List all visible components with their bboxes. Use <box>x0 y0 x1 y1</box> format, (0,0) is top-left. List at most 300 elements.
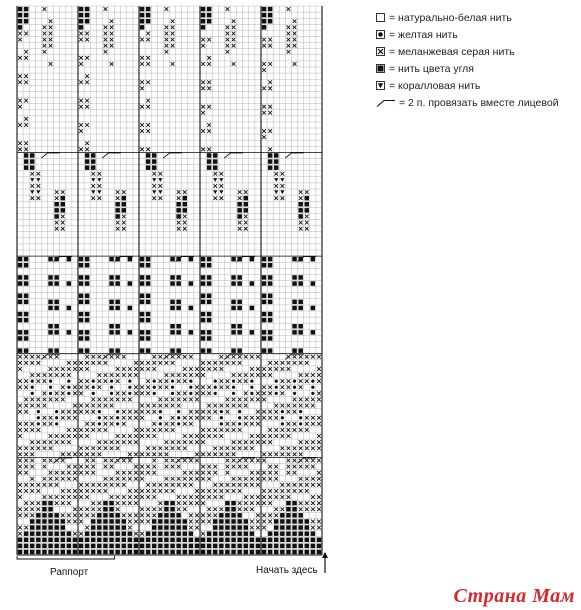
charcoal-stitch <box>24 318 29 323</box>
charcoal-stitch <box>170 501 175 506</box>
charcoal-stitch <box>128 544 133 549</box>
yellow-stitch <box>116 416 119 419</box>
charcoal-stitch <box>213 165 218 170</box>
charcoal-stitch <box>48 281 53 286</box>
charcoal-stitch <box>274 153 279 158</box>
charcoal-stitch <box>18 25 23 30</box>
charcoal-stitch <box>109 306 114 311</box>
charcoal-stitch <box>225 501 230 506</box>
charcoal-stitch <box>225 507 230 512</box>
charcoal-stitch <box>237 202 242 207</box>
charcoal-stitch <box>201 275 206 280</box>
yellow-stitch <box>37 422 40 425</box>
yellow-stitch <box>275 380 278 383</box>
charcoal-stitch <box>201 312 206 317</box>
yellow-stitch <box>189 392 192 395</box>
charcoal-stitch <box>280 513 285 518</box>
charcoal-stitch <box>24 19 29 24</box>
yellow-stitch <box>177 410 180 413</box>
charcoal-stitch <box>79 318 84 323</box>
charcoal-stitch <box>176 202 181 207</box>
charcoal-stitch <box>24 13 29 18</box>
charcoal-stitch <box>79 13 84 18</box>
charcoal-stitch <box>24 257 29 262</box>
charcoal-stitch <box>97 531 102 536</box>
yellow-stitch <box>171 392 174 395</box>
charcoal-stitch <box>298 214 303 219</box>
charcoal-stitch <box>67 306 72 311</box>
charcoal-stitch <box>146 300 151 305</box>
charcoal-stitch <box>48 306 53 311</box>
charcoal-stitch <box>91 544 96 549</box>
charcoal-stitch <box>115 300 120 305</box>
charcoal-stitch <box>140 13 145 18</box>
charcoal-stitch <box>256 538 261 543</box>
charcoal-stitch <box>231 513 236 518</box>
charcoal-stitch <box>158 531 163 536</box>
charcoal-stitch <box>298 544 303 549</box>
yellow-stitch <box>281 416 284 419</box>
charcoal-stitch <box>158 513 163 518</box>
yellow-stitch <box>293 392 296 395</box>
charcoal-stitch <box>170 348 175 353</box>
charcoal-stitch <box>189 550 194 555</box>
charcoal-stitch <box>176 531 181 536</box>
charcoal-stitch <box>140 550 145 555</box>
charcoal-stitch <box>305 531 310 536</box>
charcoal-stitch <box>305 196 310 201</box>
charcoal-stitch <box>54 330 59 335</box>
charcoal-stitch <box>262 318 267 323</box>
charcoal-stitch <box>237 519 242 524</box>
charcoal-stitch <box>67 531 72 536</box>
charcoal-stitch <box>24 165 29 170</box>
charcoal-stitch <box>225 550 230 555</box>
charcoal-stitch <box>231 324 236 329</box>
charcoal-stitch <box>305 519 310 524</box>
charcoal-stitch <box>244 208 249 213</box>
charcoal-stitch <box>48 330 53 335</box>
charcoal-stitch <box>225 525 230 530</box>
charcoal-stitch <box>91 165 96 170</box>
charcoal-stitch <box>36 513 41 518</box>
charcoal-stitch <box>18 294 23 299</box>
yellow-stitch <box>311 386 314 389</box>
yellow-stitch <box>275 386 278 389</box>
charcoal-stitch <box>237 550 242 555</box>
charcoal-stitch <box>115 202 120 207</box>
charcoal-stitch <box>286 531 291 536</box>
charcoal-stitch <box>170 257 175 262</box>
charcoal-stitch <box>115 544 120 549</box>
yellow-stitch <box>49 380 52 383</box>
charcoal-stitch <box>311 257 316 262</box>
charcoal-stitch <box>140 257 145 262</box>
repeat-bracket <box>17 556 115 559</box>
charcoal-stitch <box>170 275 175 280</box>
charcoal-stitch <box>85 294 90 299</box>
charcoal-stitch <box>79 550 84 555</box>
charcoal-stitch <box>219 550 224 555</box>
charcoal-stitch <box>201 281 206 286</box>
charcoal-stitch <box>176 208 181 213</box>
charcoal-stitch <box>79 275 84 280</box>
charcoal-stitch <box>189 306 194 311</box>
charcoal-stitch <box>298 538 303 543</box>
charcoal-stitch <box>54 300 59 305</box>
charcoal-stitch <box>109 300 114 305</box>
charcoal-stitch <box>30 519 35 524</box>
charcoal-stitch <box>140 7 145 12</box>
yellow-stitch <box>67 392 70 395</box>
charcoal-stitch <box>250 257 255 262</box>
charcoal-stitch <box>237 324 242 329</box>
charcoal-stitch <box>256 544 261 549</box>
charcoal-stitch <box>292 348 297 353</box>
charcoal-stitch <box>207 330 212 335</box>
charcoal-stitch <box>244 196 249 201</box>
charcoal-stitch <box>262 7 267 12</box>
charcoal-stitch <box>176 300 181 305</box>
charcoal-stitch <box>85 281 90 286</box>
charcoal-stitch <box>244 550 249 555</box>
yellow-stitch <box>128 392 131 395</box>
charcoal-stitch <box>85 330 90 335</box>
charcoal-stitch <box>36 519 41 524</box>
charcoal-stitch <box>311 538 316 543</box>
charcoal-stitch <box>231 306 236 311</box>
charcoal-stitch <box>237 544 242 549</box>
charcoal-stitch <box>85 159 90 164</box>
charcoal-stitch <box>79 19 84 24</box>
charcoal-stitch <box>24 348 29 353</box>
charcoal-stitch <box>122 550 127 555</box>
yellow-stitch <box>110 386 113 389</box>
charcoal-stitch <box>231 544 236 549</box>
charcoal-stitch <box>305 525 310 530</box>
charcoal-stitch <box>176 513 181 518</box>
charcoal-stitch <box>262 550 267 555</box>
charcoal-stitch <box>122 202 127 207</box>
charcoal-stitch <box>140 318 145 323</box>
charcoal-stitch <box>219 531 224 536</box>
charcoal-stitch <box>18 348 23 353</box>
charcoal-stitch <box>207 13 212 18</box>
charcoal-stitch <box>262 538 267 543</box>
charcoal-stitch <box>268 336 273 341</box>
charcoal-stitch <box>201 263 206 268</box>
yellow-stitch <box>116 422 119 425</box>
charcoal-stitch <box>170 519 175 524</box>
charcoal-stitch <box>109 531 114 536</box>
charcoal-stitch <box>140 348 145 353</box>
charcoal-stitch <box>286 525 291 530</box>
charcoal-stitch <box>109 275 114 280</box>
charcoal-stitch <box>311 306 316 311</box>
charcoal-stitch <box>122 208 127 213</box>
charcoal-stitch <box>152 550 157 555</box>
charcoal-stitch <box>79 263 84 268</box>
charcoal-stitch <box>286 501 291 506</box>
charcoal-stitch <box>164 507 169 512</box>
charcoal-stitch <box>237 208 242 213</box>
charcoal-stitch <box>48 324 53 329</box>
charcoal-stitch <box>262 330 267 335</box>
charcoal-stitch <box>115 214 120 219</box>
charcoal-stitch <box>109 550 114 555</box>
charcoal-stitch <box>201 19 206 24</box>
charcoal-stitch <box>164 501 169 506</box>
charcoal-stitch <box>268 159 273 164</box>
charcoal-stitch <box>268 330 273 335</box>
charcoal-stitch <box>268 300 273 305</box>
charcoal-stitch <box>30 544 35 549</box>
yellow-stitch <box>92 386 95 389</box>
charcoal-stitch <box>280 538 285 543</box>
charcoal-stitch <box>292 275 297 280</box>
charcoal-stitch <box>237 531 242 536</box>
repeat-label: Раппорт <box>50 567 89 578</box>
charcoal-stitch <box>42 538 47 543</box>
charcoal-stitch <box>213 550 218 555</box>
charcoal-stitch <box>237 348 242 353</box>
legend-label-yellow: = желтая нить <box>389 28 458 41</box>
charcoal-stitch <box>18 13 23 18</box>
charcoal-stitch <box>298 324 303 329</box>
charcoal-stitch <box>207 348 212 353</box>
charcoal-stitch <box>109 507 114 512</box>
yellow-stitch <box>232 392 235 395</box>
charcoal-stitch <box>231 348 236 353</box>
yellow-stitch <box>250 392 253 395</box>
charcoal-stitch <box>115 208 120 213</box>
charcoal-stitch <box>18 544 23 549</box>
yellow-stitch <box>55 416 58 419</box>
charcoal-stitch <box>36 544 41 549</box>
charcoal-stitch <box>61 202 66 207</box>
charcoal-stitch <box>164 513 169 518</box>
charcoal-stitch <box>48 550 53 555</box>
charcoal-stitch <box>18 7 23 12</box>
charcoal-stitch <box>176 544 181 549</box>
charcoal-stitch <box>250 306 255 311</box>
charcoal-stitch <box>225 538 230 543</box>
charcoal-stitch <box>36 525 41 530</box>
charcoal-stitch <box>61 538 66 543</box>
charcoal-stitch <box>201 330 206 335</box>
charcoal-stitch <box>109 501 114 506</box>
charcoal-stitch <box>140 544 145 549</box>
charcoal-stitch <box>195 538 200 543</box>
charcoal-stitch <box>128 330 133 335</box>
charcoal-stitch <box>207 336 212 341</box>
charcoal-stitch <box>237 300 242 305</box>
charcoal-stitch <box>244 519 249 524</box>
charcoal-stitch <box>237 513 242 518</box>
charcoal-stitch <box>298 330 303 335</box>
charcoal-stitch <box>237 525 242 530</box>
charcoal-stitch <box>268 531 273 536</box>
legend-item-yellow <box>376 26 576 43</box>
charcoal-stitch <box>158 519 163 524</box>
charcoal-stitch <box>91 153 96 158</box>
yellow-stitch <box>98 410 101 413</box>
charcoal-stitch <box>292 330 297 335</box>
start-arrow-head-icon <box>322 552 328 558</box>
charcoal-stitch <box>152 165 157 170</box>
charcoal-stitch <box>103 519 108 524</box>
charcoal-stitch <box>268 544 273 549</box>
charcoal-stitch <box>298 300 303 305</box>
charcoal-stitch <box>176 550 181 555</box>
charcoal-stitch <box>164 544 169 549</box>
yellow-stitch <box>293 386 296 389</box>
charcoal-stitch <box>36 550 41 555</box>
charcoal-stitch <box>79 544 84 549</box>
charcoal-stitch <box>61 544 66 549</box>
charcoal-stitch <box>201 7 206 12</box>
charcoal-stitch <box>115 550 120 555</box>
charcoal-stitch <box>48 544 53 549</box>
charcoal-stitch <box>268 263 273 268</box>
charcoal-stitch <box>219 544 224 549</box>
charcoal-stitch <box>140 538 145 543</box>
yellow-stitch <box>67 386 70 389</box>
charcoal-stitch <box>152 519 157 524</box>
charcoal-stitch <box>48 300 53 305</box>
watermark-logo: Страна Мам <box>453 585 575 607</box>
charcoal-stitch <box>201 318 206 323</box>
charcoal-stitch <box>18 336 23 341</box>
charcoal-stitch <box>54 208 59 213</box>
charcoal-stitch <box>298 348 303 353</box>
yellow-stitch <box>153 386 156 389</box>
charcoal-stitch <box>30 550 35 555</box>
charcoal-stitch <box>176 275 181 280</box>
charcoal-stitch <box>48 348 53 353</box>
charcoal-stitch <box>146 275 151 280</box>
charcoal-stitch <box>24 330 29 335</box>
charcoal-stitch <box>146 7 151 12</box>
charcoal-stitch <box>305 538 310 543</box>
charcoal-stitch <box>146 165 151 170</box>
charcoal-stitch <box>67 544 72 549</box>
yellow-stitch <box>189 386 192 389</box>
charcoal-stitch <box>170 538 175 543</box>
charcoal-stitch <box>61 208 66 213</box>
charcoal-stitch <box>298 513 303 518</box>
charcoal-stitch <box>115 513 120 518</box>
charcoal-stitch <box>231 330 236 335</box>
charcoal-stitch <box>79 294 84 299</box>
yellow-stitch <box>232 380 235 383</box>
charcoal-stitch <box>231 300 236 305</box>
charcoal-stitch <box>305 202 310 207</box>
yellow-stitch <box>49 386 52 389</box>
charcoal-stitch <box>54 531 59 536</box>
charcoal-stitch <box>268 348 273 353</box>
charcoal-stitch <box>219 519 224 524</box>
charcoal-stitch <box>219 538 224 543</box>
charcoal-stitch <box>91 538 96 543</box>
charcoal-stitch <box>268 13 273 18</box>
charcoal-stitch <box>85 538 90 543</box>
charcoal-stitch <box>213 159 218 164</box>
charcoal-stitch <box>176 525 181 530</box>
charcoal-stitch <box>115 281 120 286</box>
charcoal-stitch <box>262 25 267 30</box>
charcoal-stitch <box>268 318 273 323</box>
charcoal-stitch <box>42 501 47 506</box>
charcoal-stitch <box>122 531 127 536</box>
charcoal-stitch <box>170 525 175 530</box>
legend-item-charcoal <box>376 60 576 77</box>
yellow-stitch <box>299 422 302 425</box>
charcoal-stitch <box>244 531 249 536</box>
charcoal-stitch <box>18 257 23 262</box>
charcoal-stitch <box>305 550 310 555</box>
legend-label-white: = натурально-белая нить <box>389 11 512 24</box>
charcoal-stitch <box>201 348 206 353</box>
charcoal-stitch <box>292 525 297 530</box>
charcoal-stitch <box>250 538 255 543</box>
charcoal-stitch <box>262 275 267 280</box>
charcoal-stitch <box>30 159 35 164</box>
charcoal-stitch <box>54 544 59 549</box>
dot-icon <box>376 30 386 40</box>
charcoal-stitch <box>201 294 206 299</box>
charcoal-stitch <box>292 513 297 518</box>
charcoal-stitch <box>128 538 133 543</box>
charcoal-stitch <box>170 544 175 549</box>
charcoal-stitch <box>115 330 120 335</box>
charcoal-stitch <box>109 257 114 262</box>
charcoal-stitch <box>170 281 175 286</box>
charcoal-stitch <box>152 538 157 543</box>
charcoal-stitch <box>54 202 59 207</box>
charcoal-stitch <box>231 519 236 524</box>
charcoal-stitch <box>73 544 78 549</box>
charcoal-stitch <box>54 550 59 555</box>
charcoal-stitch <box>237 281 242 286</box>
charcoal-stitch <box>170 550 175 555</box>
charcoal-stitch <box>268 275 273 280</box>
yellow-stitch <box>92 380 95 383</box>
charcoal-stitch <box>103 531 108 536</box>
charcoal-stitch <box>237 538 242 543</box>
yellow-stitch <box>232 386 235 389</box>
charcoal-stitch <box>42 531 47 536</box>
charcoal-stitch <box>85 544 90 549</box>
charcoal-stitch <box>140 275 145 280</box>
charcoal-stitch <box>262 544 267 549</box>
charcoal-stitch <box>85 336 90 341</box>
charcoal-stitch <box>231 501 236 506</box>
charcoal-stitch <box>164 550 169 555</box>
charcoal-stitch <box>262 336 267 341</box>
charcoal-stitch <box>24 544 29 549</box>
charcoal-stitch <box>85 263 90 268</box>
legend-label-k2tog: = 2 п. провязать вместе лицевой <box>399 96 559 109</box>
charcoal-stitch <box>48 507 53 512</box>
charcoal-stitch <box>274 525 279 530</box>
charcoal-stitch <box>170 330 175 335</box>
yellow-stitch <box>98 416 101 419</box>
charcoal-stitch <box>213 525 218 530</box>
charcoal-stitch <box>140 25 145 30</box>
charcoal-stitch <box>170 324 175 329</box>
filled-square-icon <box>376 64 386 74</box>
